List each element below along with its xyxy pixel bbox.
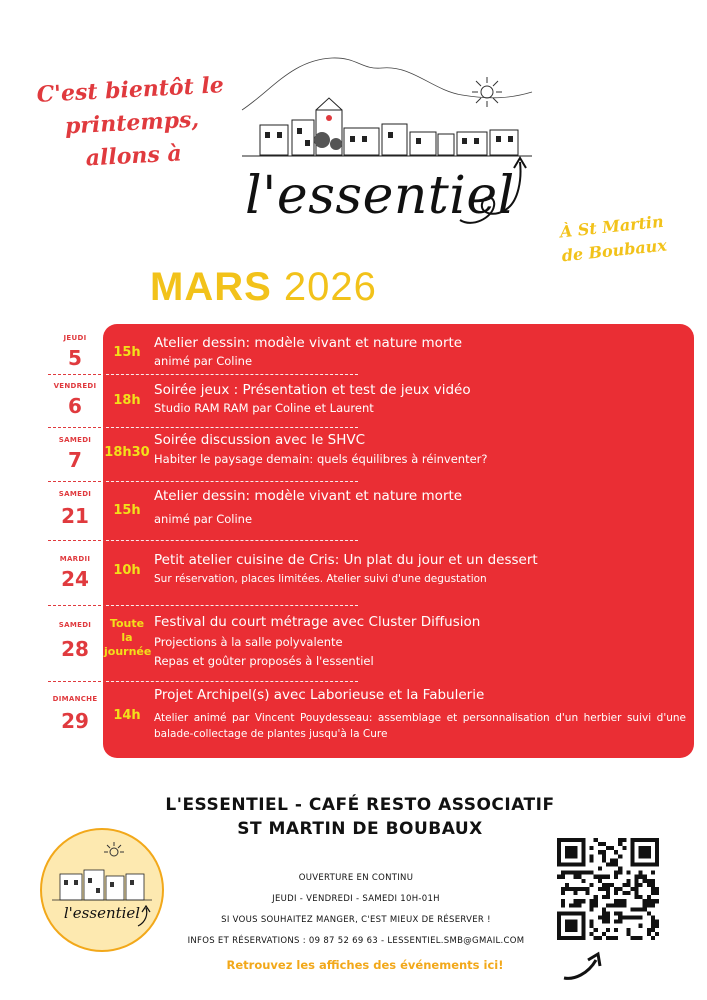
cafe-title-line-2: ST MARTIN DE BOUBAUX [237,819,483,839]
brand-name: l'essentiel [245,166,515,226]
qr-code[interactable] [557,838,659,940]
location-line-1: À St Martin [558,211,665,242]
event-separator [106,540,358,541]
curved-arrow-icon [562,948,604,984]
tagline [20,68,245,178]
cafe-title [150,793,570,841]
sun-icon [472,77,502,107]
event-day-label: DIMANCHE [52,695,98,703]
tagline-line-1: C'est bientôt le [36,72,225,108]
event-separator [106,427,358,428]
event-day-label: JEUDI [63,334,87,342]
tagline-line-2: printemps, [64,106,200,140]
event-title: Festival du court métrage avec Cluster Diffusion [154,614,481,630]
event-title: Atelier dessin: modèle vivant et nature morte [154,335,463,351]
event-subtitle: Studio RAM RAM par Coline et Laurent [154,401,374,415]
event-hour: 18h30 [104,445,150,460]
event-title: Soirée jeux : Présentation et test de jeux vidéo [154,382,471,398]
event-hour: 15h [113,503,141,518]
event-title: Projet Archipel(s) avec Laborieuse et la Fabulerie [154,687,485,703]
event-hour [104,617,150,659]
event-separator [106,481,358,482]
logo-badge [40,828,164,952]
event-title: Petit atelier cuisine de Cris: Un plat du jour et un dessert [154,552,538,568]
location-line-2: de Boubaux [560,235,668,266]
event-day-number: 24 [61,567,89,591]
month-year: 2026 [283,265,377,309]
opening-info [170,868,542,952]
location [526,206,700,272]
tagline-line-3: allons à [85,140,183,172]
event-hour: 14h [113,708,141,723]
info-line: INFOS ET RÉSERVATIONS : 09 87 52 69 63 - LESSENTIEL.SMB@GMAIL.COM [187,936,525,946]
event-title: Atelier dessin: modèle vivant et nature morte [154,488,463,504]
event-day-number: 7 [68,448,82,472]
event-day-number: 5 [68,346,82,370]
month-title [150,265,377,310]
info-line: SI VOUS SOUHAITEZ MANGER, C'EST MIEUX DE RÉSERVER ! [221,915,491,925]
event-day-number: 21 [61,504,89,528]
event-day-number: 6 [68,394,82,418]
event-day-label: SAMEDI [58,436,92,444]
cafe-title-line-1: L'ESSENTIEL - CAFÉ RESTO ASSOCIATIF [165,795,555,815]
event-subtitle: Repas et goûter proposés à l'essentiel [154,654,374,668]
badge-sun-icon [104,842,124,856]
badge-village-icon [42,830,162,950]
event-hour-line: la [121,631,133,644]
event-title: Soirée discussion avec le SHVC [154,432,366,448]
event-hour: 10h [113,563,141,578]
event-separator [106,681,358,682]
badge-brand-name: l'essentiel [63,904,141,922]
event-day-label: MARDII [59,555,91,563]
event-day-number: 28 [61,637,89,661]
event-subtitle: Habiter le paysage demain: quels équilibres à réinventer? [154,452,488,466]
event-hour-line: journée [104,645,152,658]
event-hour: 18h [113,393,141,408]
event-separator [106,374,358,375]
event-subtitle: animé par Coline [154,512,253,526]
event-day-label: SAMEDI [58,490,92,498]
event-day-number: 29 [61,709,89,733]
cta-text: Retrouvez les affiches des événements ici! [226,958,504,972]
info-line: JEUDI - VENDREDI - SAMEDI 10H-01H [272,894,440,904]
event-subtitle: animé par Coline [154,354,253,368]
month-name: MARS [150,265,272,309]
event-day-label: SAMEDI [58,621,92,629]
event-day-label: VENDREDI [53,382,97,390]
info-line: OUVERTURE EN CONTINU [298,873,414,883]
event-hour: 15h [113,345,141,360]
event-subtitle: Atelier animé par Vincent Pouydesseau: assemblage et personnalisation d'un herbier suivi d'une balade-collectage de plantes jusqu'à la Cure [154,712,686,740]
event-subtitle: Sur réservation, places limitées. Atelier suivi d'une degustation [154,573,487,585]
event-separator [106,605,358,606]
event-hour-line: Toute [109,617,145,630]
event-subtitle: Projections à la salle polyvalente [154,635,343,649]
